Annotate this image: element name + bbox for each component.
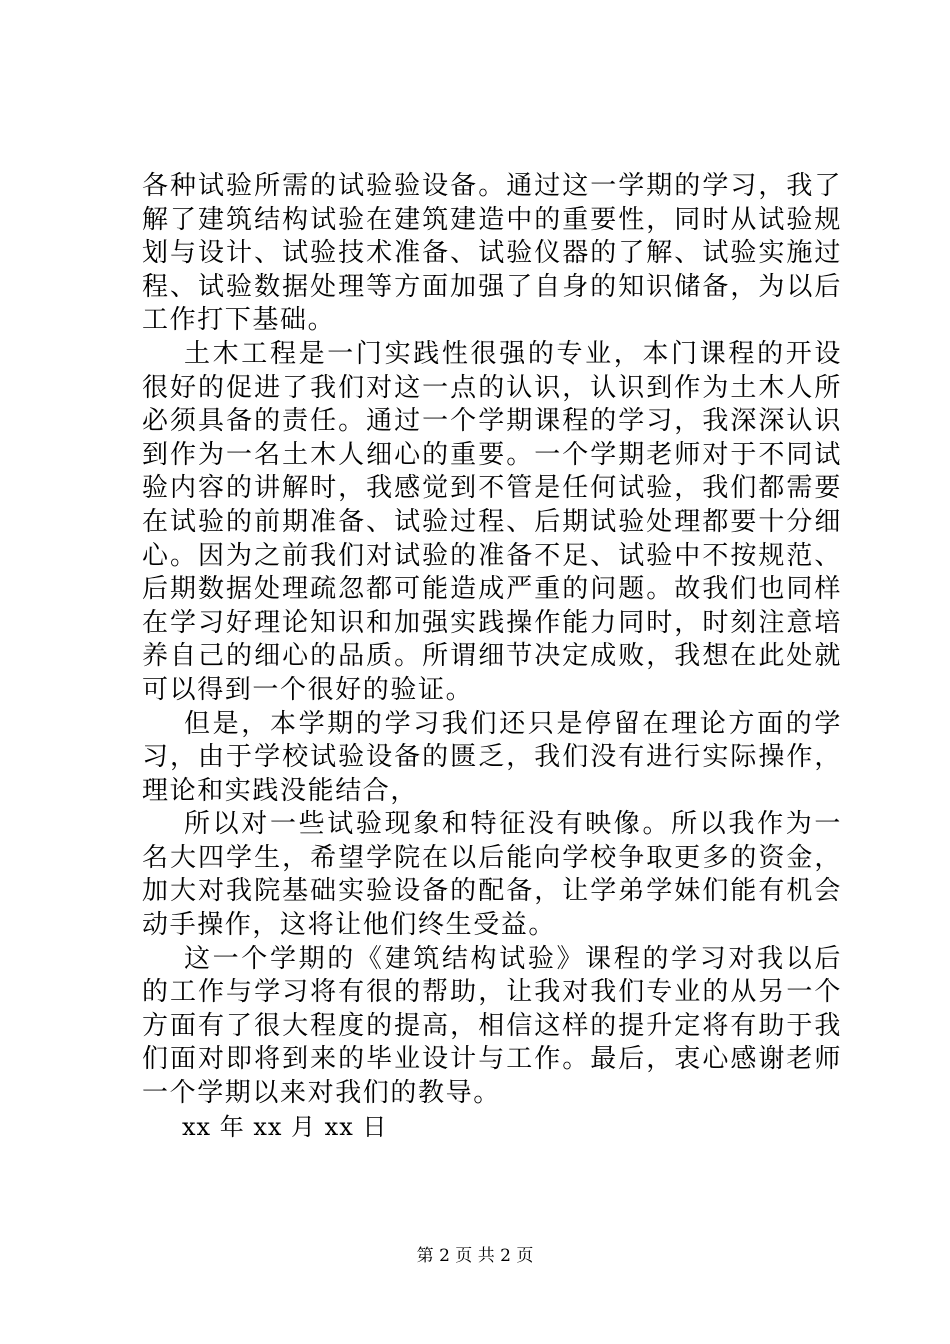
paragraph-2: 土木工程是一门实践性很强的专业，本门课程的开设很好的促进了我们对这一点的认识，认识到作为土木人所必须具备的责任。通过一个学期课程的学习，我深深认识到作为一名土木人细心的重要。一个学期老师对于不同试验内容的讲解时，我感觉到不管是任何试验，我们都需要在试验的前期准备、试验过程、后期试验处理都要十分细心。因为之前我们对试验的准备不足、试验中不按规范、后期数据处理疏忽都可能造成严重的问题。故我们也同样在学习好理论知识和加强实践操作能力同时，时刻注意培养自己的细心的品质。所谓细节决定成败，我想在此处就可以得到一个很好的验证。 <box>142 338 842 705</box>
document-date: xx 年 xx 月 xx 日 <box>182 1112 388 1141</box>
paragraph-1: 各种试验所需的试验验设备。通过这一学期的学习，我了解了建筑结构试验在建筑建造中的重要性，同时从试验规划与设计、试验技术准备、试验仪器的了解、试验实施过程、试验数据处理等方面加强了自身的知识储备，为以后工作打下基础。 <box>142 171 842 336</box>
paragraph-5: 这一个学期的《建筑结构试验》课程的学习对我以后的工作与学习将有很的帮助，让我对我们专业的从另一个方面有了很大程度的提高，相信这样的提升定将有助于我们面对即将到来的毕业设计与工作。最后，衷心感谢老师一个学期以来对我们的教导。 <box>142 943 842 1109</box>
page-footer: 第 2 页 共 2 页 <box>416 1246 534 1266</box>
paragraph-4: 所以对一些试验现象和特征没有映像。所以我作为一名大四学生，希望学院在以后能向学校争取更多的资金，加大对我院基础实验设备的配备，让学弟学妹们能有机会动手操作，这将让他们终生受益。 <box>142 809 842 941</box>
document-body <box>142 170 842 1144</box>
paragraph-3: 但是，本学期的学习我们还只是停留在理论方面的学习，由于学校试验设备的匮乏，我们没有进行实际操作，理论和实践没能结合， <box>142 708 842 806</box>
